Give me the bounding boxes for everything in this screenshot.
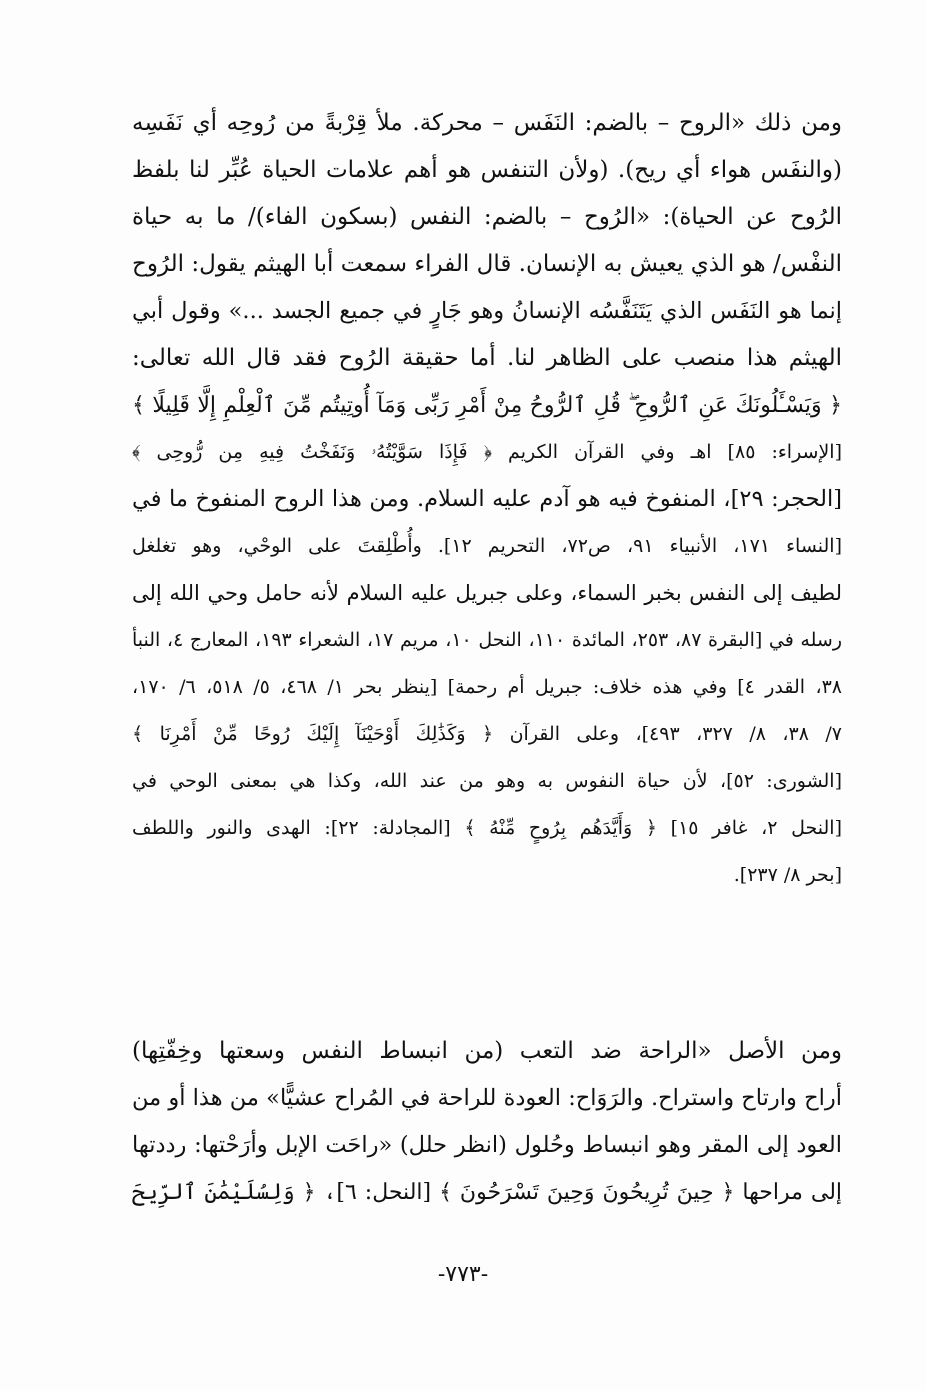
text-line: إنما هو النَفَس الذي يَتَنَفَّسُه الإنسانُ وهو جَارٍ في جميع الجسد ...» وقول أبي [132,298,842,324]
text-line: [الحجر: ٢٩]، المنفوخ فيه هو آدم عليه السلام. ومن هذا الروح المنفوخ ما في [132,486,842,512]
text-line: ٧/ ٣٨، ٨/ ٣٢٧، ٤٩٣]، وعلى القرآن ﴿ وَكَذَٰلِكَ أَوْحَيْنَآ إِلَيْكَ رُوحًا مِّنْ أَمْرِنَا ﴾ [132,723,842,745]
text-line: ومن الأصل «الراحة ضد التعب (من انبساط النفس وسعتها وخِفّتِها) [132,1038,842,1064]
text-line: [بحر ٨/ ٢٣٧]. [733,864,842,886]
text-line: ٣٨، القدر ٤] وفي هذه خلاف: جبريل أم رحمة] [ينظر بحر ١/ ٤٦٨، ٥/ ٥١٨، ٦/ ١٧٠، [132,676,842,698]
text-line: [النساء ١٧١، الأنبياء ٩١، ص٧٢، التحريم ١٢]. وأُطْلِقتَ على الوحْي، وهو تغلغل [132,535,842,557]
text-line: أراح وارتاح واستراح. والرَوَاح: العودة للراحة في المُراح عشيًّا» من هذا أو من [132,1085,842,1111]
paragraph-2 [132,1028,842,1216]
text-line: [النحل ٢، غافر ١٥] ﴿ وَأَيَّدَهُم بِرُوحٍ مِّنْهُ ﴾ [المجادلة: ٢٢]: الهدى والنور واللطف [132,817,842,839]
text-line: لطيف إلى النفس بخبر السماء، وعلى جبريل عليه السلام لأنه حامل وحي الله إلى [132,581,842,605]
text-line: إلى مراحها ﴿ حِينَ تُرِيحُونَ وَحِينَ تَسْرَحُونَ ﴾ [النحل: ٦]، ﴿ وَلِسُلَيْمَٰنَ ٱلرِّيحَ [132,1180,842,1205]
text-line: [الشورى: ٥٢]، لأن حياة النفوس به وهو من عند الله، وكذا هي بمعنى الوحي في [132,770,842,792]
text-line: رسله في [البقرة ٨٧، ٢٥٣، المائدة ١١٠، النحل ١٠، مريم ١٧، الشعراء ١٩٣، المعارج ٤، النبأ [132,629,842,651]
text-line: العود إلى المقر وهو انبساط وحُلول (انظر حلل) «راحَت الإبل وأرَحْتها: رددتها [132,1132,842,1158]
paragraph-1 [132,100,842,899]
text-line: الهيثم هذا منصب على الظاهر لنا. أما حقيقة الرُوح فقد قال الله تعالى: [132,345,842,371]
quran-verse-line: ﴿ وَيَسْـَٔلُونَكَ عَنِ ٱلرُّوحِ ۖ قُلِ ٱلرُّوحُ مِنْ أَمْرِ رَبِّى وَمَآ أُوتِيتُم مِّنَ ٱلْعِلْمِ إِلَّا قَلِيلًا ﴾ [132,393,842,418]
page-number: -٧٧٣- [437,1262,489,1287]
text-line: [الإسراء: ٨٥] اهـ وفي القرآن الكريم ﴿ فَإِذَا سَوَّيْتُهُۥ وَنَفَخْتُ فِيهِ مِن رُّوحِى ﴾ [132,441,842,463]
text-line: الرُوح عن الحياة): «الرُوح – بالضم: النفس (بسكون الفاء)/ ما به حياة [132,204,842,230]
text-line: ومن ذلك «الروح – بالضم: النَفَس – محركة. ملأ قِرْبةً من رُوحِه أي نَفَسِه [132,110,842,136]
text-line: النفْس/ هو الذي يعيش به الإنسان. قال الفراء سمعت أبا الهيثم يقول: الرُوح [132,251,842,277]
text-line: (والنفَس هواء أي ريح). (ولأن التنفس هو أهم علامات الحياة عُبِّر لنا بلفظ [132,157,842,183]
